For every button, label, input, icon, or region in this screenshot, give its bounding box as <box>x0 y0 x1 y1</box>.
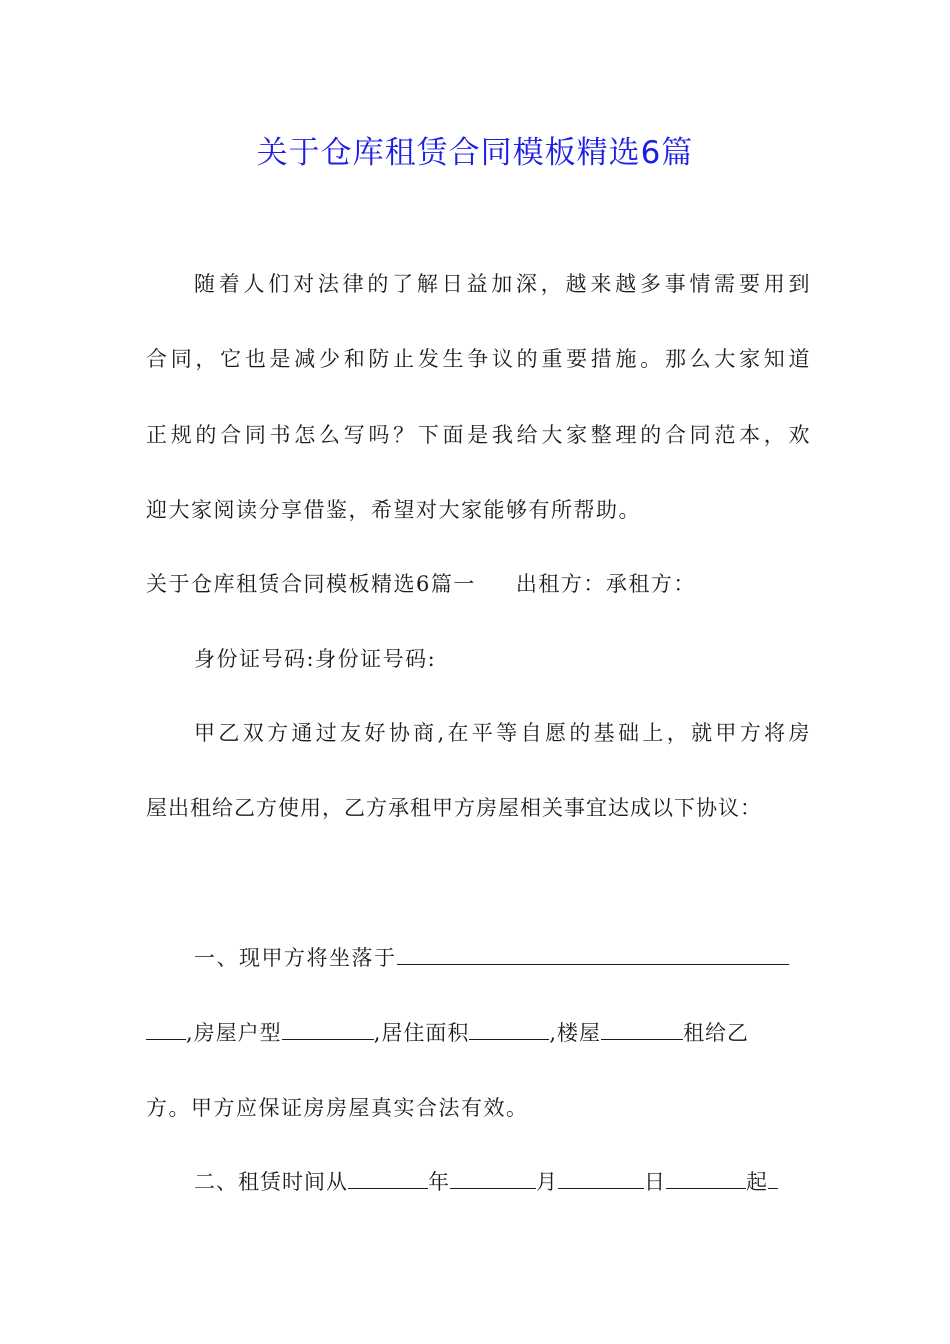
clause-1-line-2 <box>146 1016 811 1050</box>
clause-2-line-1 <box>194 1165 811 1199</box>
clause-1-line-3: 方。甲方应保证房房屋真实合法有效。 <box>146 1096 529 1120</box>
clause-1-line-1 <box>194 941 811 975</box>
floor-label: ,楼屋 <box>549 1021 602 1045</box>
clause-1-start: 一、现甲方将坐落于 <box>194 946 397 970</box>
agreement-line-1: 甲乙双方通过友好协商,在平等自愿的基础上，就甲方将房 <box>194 721 811 745</box>
start-year-blank <box>348 1166 428 1189</box>
start-extra-blank <box>666 1166 746 1189</box>
document-title: 关于仓库租赁合同模板精选6篇 <box>256 135 694 171</box>
intro-line-1: 随着人们对法律的了解日益加深，越来越多事情需要用到 <box>194 272 811 296</box>
intro-line-3: 正规的合同书怎么写吗？下面是我给大家整理的合同范本，欢 <box>146 423 811 447</box>
section-heading-line <box>146 567 811 601</box>
rent-to-label: 租给乙 <box>683 1021 750 1045</box>
area-blank <box>469 1017 549 1040</box>
floor-blank <box>601 1017 683 1040</box>
clause-2-start: 二、租赁时间从 <box>194 1170 348 1194</box>
agreement-line-2: 屋出租给乙方使用，乙方承租甲方房屋相关事宜达成以下协议： <box>146 796 762 820</box>
parties-line: 出租方：承租方： <box>515 572 696 596</box>
year-label: 年 <box>428 1170 450 1194</box>
end-blank <box>768 1166 778 1189</box>
start-month-blank <box>450 1166 536 1189</box>
month-label: 月 <box>536 1170 558 1194</box>
house-type-label: ,房屋户型 <box>186 1021 282 1045</box>
house-type-blank <box>282 1017 374 1040</box>
location-blank <box>397 942 789 965</box>
section-heading: 关于仓库租赁合同模板精选6篇一 <box>146 572 476 596</box>
area-label: ,居住面积 <box>373 1021 470 1045</box>
intro-line-4: 迎大家阅读分享借鉴，希望对大家能够有所帮助。 <box>146 498 641 522</box>
start-day-blank <box>558 1166 644 1189</box>
day-label: 日 <box>644 1170 666 1194</box>
intro-line-2: 合同，它也是减少和防止发生争议的重要措施。那么大家知道 <box>146 347 811 371</box>
from-label: 起 <box>746 1170 768 1194</box>
location-blank-cont <box>146 1017 186 1040</box>
id-number-line: 身份证号码:身份证号码: <box>194 647 437 671</box>
